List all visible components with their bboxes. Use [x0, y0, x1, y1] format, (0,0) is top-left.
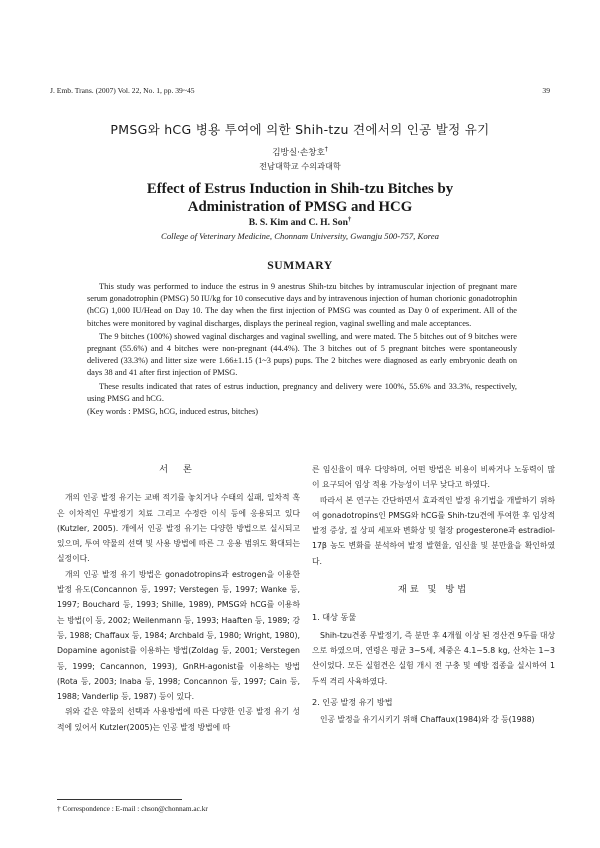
- right-column: [312, 462, 555, 727]
- korean-authors-names: 김방실·손창호: [272, 148, 325, 158]
- english-corresponding-marker: †: [347, 216, 352, 223]
- abstract-paragraph-3: These results indicated that rates of estrus induction, pregnancy and delivery were 100%, 55.6% and 33.3%, respectively, using PMSG and hCG.: [87, 381, 517, 403]
- abstract-paragraph-1: This study was performed to induce the estrus in 9 anestrus Shih-tzu bitches by intramuscular injection of pregnant mare serum gonadotrophin (PMSG) 50 IU/kg for 10 consecutive days and by intravenous injection of human chorionic gonadotrophin (hCG) 1,000 IU/Head on Day 10. The day when the first injection of PMSG was counted as Day 0 of experiment. All of the bitches were monitored by vaginal discharges, displays the perineal region, vaginal swelling and male acceptances.: [87, 282, 517, 328]
- english-authors-names: B. S. Kim and C. H. Son: [248, 217, 348, 229]
- subsection-animals: 1. 대상 동물: [312, 612, 357, 623]
- abstract-paragraph-2: The 9 bitches (100%) showed vaginal discharges and vaginal swelling, and were mated. The 5 bitches out of 9 bitches were pregnant (55.6%) and 4 bitches were non-pregnant (44.4%). The 3 bitches out of 5 pregnant bitches were spontaneously delivered (33.3%) and litter size were 1.66±1.15 (1~3 pups) pups. The 2 bitches were diagnosed as early embryonic death on days 38 and 41 after first injection of PMSG.: [87, 331, 517, 378]
- summary-heading: SUMMARY: [267, 259, 333, 272]
- corresponding-marker: †: [324, 146, 328, 154]
- korean-title: PMSG와 hCG 병용 투여에 의한 Shih-tzu 견에서의 인공 발정 유기: [110, 122, 490, 137]
- abstract: [87, 281, 517, 419]
- intro-paragraph-1: 개의 인공 발정 유기는 교배 적기를 놓치거나 수태의 실패, 일차적 혹은 이차적인 무발정기 치료 그리고 수정란 이식 등에 응용되고 있다(Kutzler, 2005). 개에서 인공 발정 유기는 다양한 방법으로 실시되고 있으며, 투여 약물의 선택 및 사용 방법에 따른 그 응용 범위도 확대되는 실정이다.: [57, 493, 300, 564]
- subsection-estrus-induction: 2. 인공 발정 유기 방법: [312, 696, 393, 707]
- keywords: (Key words : PMSG, hCG, induced estrus, bitches): [87, 407, 259, 417]
- introduction-heading: 서 론: [159, 464, 198, 475]
- left-column: [57, 462, 300, 735]
- english-title-line-2: Administration of PMSG and HCG: [187, 199, 413, 215]
- korean-authors: [0, 146, 600, 158]
- english-title: [0, 180, 600, 216]
- journal-reference: J. Emb. Trans. (2007) Vol. 22, No. 1, pp. 39~45: [50, 86, 195, 95]
- intro-paragraph-4: 따라서 본 연구는 간단하면서 효과적인 발정 유기법을 개발하기 위하여 gonadotropins인 PMSG와 hCG를 Shih-tzu견에 투여한 후 임상적 발정 증상, 질 상피 세포와 변화상 및 혈장 progesterone과 estradiol-17β 농도 변화를 분석하여 발정 발현율, 임신율 및 분만율을 확인하였다.: [312, 495, 555, 566]
- english-authors: [0, 216, 600, 228]
- page-number: 39: [542, 86, 550, 95]
- running-header: [50, 86, 550, 98]
- korean-affiliation: 전남대학교 수의과대학: [259, 161, 341, 171]
- estrus-induction-paragraph: 인공 발정을 유기시키기 위해 Chaffaux(1984)와 강 등(1988): [320, 715, 535, 725]
- intro-paragraph-3: 위와 같은 약물의 선택과 사용방법에 따른 다양한 인공 발정 유기 성적에 있어서 Kutzler(2005)는 인공 발정 방법에 따: [57, 707, 300, 732]
- english-title-line-1: Effect of Estrus Induction in Shih-tzu Bitches by: [146, 181, 454, 197]
- intro-paragraph-3-continued: 른 임신율이 매우 다양하며, 어떤 방법은 비용이 비싸거나 노동력이 많이 요구되어 임상 적용 가능성이 너무 낮다고 하였다.: [312, 465, 555, 490]
- english-affiliation: College of Veterinary Medicine, Chonnam University, Gwangju 500-757, Korea: [161, 231, 439, 241]
- animals-paragraph: Shih-tzu견종 무발정기, 즉 분만 후 4개월 이상 된 경산견 9두를 대상으로 하였으며, 연령은 평균 3~5세, 체중은 4.1~5.8 kg, 산차는 1~3산이었다. 모든 실험견은 실험 개시 전 구충 및 예방 접종을 실시하여 1두씩 격리 사육하였다.: [312, 630, 555, 686]
- methods-heading: 재료 및 방법: [397, 584, 470, 596]
- footnote-rule: [57, 799, 182, 800]
- intro-paragraph-2: 개의 인공 발정 유기 방법은 gonadotropins과 estrogen을 이용한 발정 유도(Concannon 등, 1997; Verstegen 등, 1997; Wanke 등, 1997; Bouchard 등, 1993; Shille, 1989), PMSG와 hCG를 이용하는 방법(이 등, 2002; Weilenmann 등, 1993; Haaften 등, 1989; 강 등, 1988; Chaffaux 등, 1984; Archbald 등, 1980; Wright, 1980), Dopamine agonist를 이용하는 방법(Zoldag 등, 2001; Verstegen 등, 1999; Cancannon, 1993), GnRH-agonist를 이용하는 방법(Rota 등, 2003; Inaba 등, 1998; Concannon 등, 1997; Cain 등, 1988; Vanderlip 등, 1987) 등이 있다.: [57, 569, 300, 702]
- correspondence-footnote: † Correspondence : E-mail : chson@chonnam.ac.kr: [57, 804, 208, 813]
